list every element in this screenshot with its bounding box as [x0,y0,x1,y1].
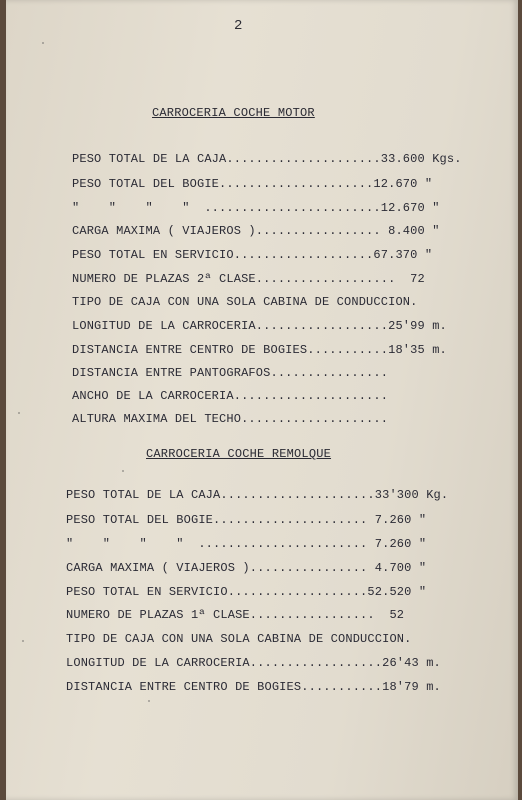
spec-line: CARGA MAXIMA ( VIAJEROS )................. 8.400 " [72,224,440,238]
spec-line: PESO TOTAL DEL BOGIE.....................12.670 " [72,177,433,191]
spec-line: DISTANCIA ENTRE PANTOGRAFOS................ [72,366,389,380]
spec-line: PESO TOTAL EN SERVICIO...................67.370 " [72,248,433,262]
spec-line: " " " " ........................12.670 " [72,201,440,215]
spec-line: PESO TOTAL DEL BOGIE..................... 7.260 " [66,513,427,527]
spec-line: ANCHO DE LA CARROCERIA..................... [72,389,389,403]
spec-line: DISTANCIA ENTRE CENTRO DE BOGIES...........18'35 m. [72,343,447,357]
spec-line: ALTURA MAXIMA DEL TECHO.................... [72,412,389,426]
spec-line: LONGITUD DE LA CARROCERIA..................25'99 m. [72,319,447,333]
spec-line: PESO TOTAL DE LA CAJA.....................33'300 Kg. [66,488,449,502]
paper-mark [42,42,44,44]
spec-line: NUMERO DE PLAZAS 2ª CLASE................... 72 [72,272,425,286]
spec-line: " " " " ....................... 7.260 " [66,537,427,551]
paper-mark [148,700,150,702]
section-title-remolque: CARROCERIA COCHE REMOLQUE [146,447,332,461]
spec-line: NUMERO DE PLAZAS 1ª CLASE................. 52 [66,608,405,622]
spec-line: PESO TOTAL DE LA CAJA.....................33.600 Kgs. [72,152,462,166]
paper-mark [22,640,24,642]
page-number: 2 [234,18,243,34]
paper-mark [18,412,20,414]
paper-mark [122,470,124,472]
document-page [6,0,518,800]
section-title-motor: CARROCERIA COCHE MOTOR [152,106,315,120]
spec-line: PESO TOTAL EN SERVICIO...................52.520 " [66,585,427,599]
spec-line: LONGITUD DE LA CARROCERIA..................26'43 m. [66,656,441,670]
spec-line: TIPO DE CAJA CON UNA SOLA CABINA DE CONDUCCION. [72,295,418,309]
spec-line: TIPO DE CAJA CON UNA SOLA CABINA DE CONDUCCION. [66,632,412,646]
spec-line: CARGA MAXIMA ( VIAJEROS )................ 4.700 " [66,561,427,575]
spec-line: DISTANCIA ENTRE CENTRO DE BOGIES...........18'79 m. [66,680,441,694]
